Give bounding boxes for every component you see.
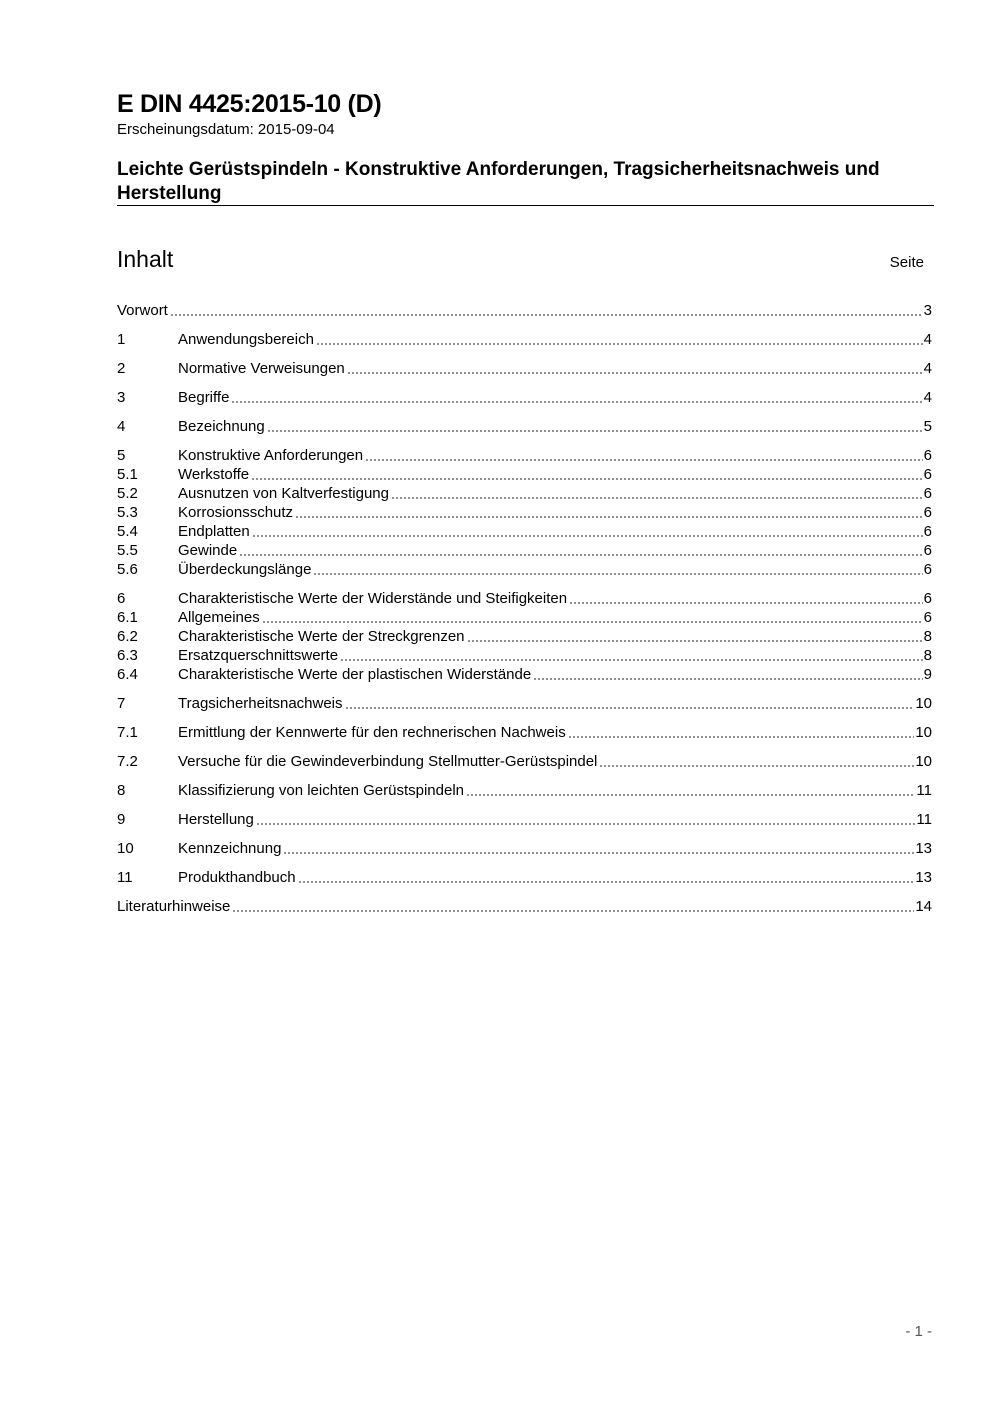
toc-entry-label: Gewinde [178,542,238,559]
toc-dot-leader [256,823,916,825]
toc-dot-leader [295,516,923,518]
toc-dot-leader [262,621,923,623]
toc-entry[interactable] [117,465,932,484]
toc-entry[interactable] [117,330,932,349]
toc-entry-page: 4 [923,331,932,348]
toc-dot-leader [170,314,923,316]
toc-entry-page: 11 [916,782,932,799]
toc-entry-page: 6 [923,542,932,559]
toc-heading: Inhalt [117,246,174,272]
toc-entry-label: Kennzeichnung [178,840,282,857]
toc-entry[interactable] [117,417,932,436]
toc-entry[interactable] [117,484,932,503]
toc-entry-label: Endplatten [178,523,250,540]
toc-dot-leader [267,430,923,432]
toc-entry[interactable] [117,781,932,800]
toc-entry-label: Produkthandbuch [178,869,296,886]
toc-entry-label: Allgemeines [178,609,260,626]
toc-entry-number: 5 [117,447,126,464]
toc-entry-page: 9 [923,666,932,683]
toc-entry[interactable] [117,301,932,320]
toc-entry[interactable] [117,868,932,887]
toc-entry-page: 13 [915,840,932,857]
toc-entry-number: 5.2 [117,485,138,502]
toc-entry-page: 10 [915,695,932,712]
toc-entry-label: Charakteristische Werte der Streckgrenzen [178,628,465,645]
toc-entry-page: 5 [923,418,932,435]
toc-entry-label: Ersatzquerschnittswerte [178,647,339,664]
toc-entry-number: 5.4 [117,523,138,540]
toc-entry-page: 14 [915,898,932,915]
toc-entry-page: 4 [923,360,932,377]
toc-entry-number: 3 [117,389,126,406]
toc-dot-leader [239,554,922,556]
toc-entry-number: 7 [117,695,126,712]
toc-entry[interactable] [117,446,932,465]
toc-entry-number: 4 [117,418,126,435]
toc-entry-page: 6 [923,504,932,521]
toc-entry-number: 6 [117,590,126,607]
toc-entry-number: 5.1 [117,466,138,483]
toc-entry-page: 6 [923,466,932,483]
table-of-contents [117,301,932,916]
toc-entry-page: 13 [915,869,932,886]
toc-entry-page: 6 [923,590,932,607]
toc-entry[interactable] [117,627,932,646]
toc-entry-label: Klassifizierung von leichten Gerüstspindeln [178,782,464,799]
toc-dot-leader [466,794,915,796]
toc-entry-label: Begriffe [178,389,230,406]
toc-entry-number: 5.6 [117,561,138,578]
toc-dot-leader [316,343,923,345]
toc-dot-leader [232,910,914,912]
toc-entry[interactable] [117,503,932,522]
toc-entry[interactable] [117,608,932,627]
toc-dot-leader [533,678,922,680]
toc-entry-number: 1 [117,331,126,348]
toc-dot-leader [345,707,915,709]
document-title: Leichte Gerüstspindeln - Konstruktive Anforderungen, Tragsicherheitsnachweis und Herstellung [117,159,880,204]
publication-date: Erscheinungsdatum: 2015-09-04 [117,121,335,138]
toc-dot-leader [391,497,923,499]
toc-entry-number: 6.4 [117,666,138,683]
toc-entry[interactable] [117,752,932,771]
toc-entry-page: 3 [923,302,932,319]
toc-entry-page: 4 [923,389,932,406]
toc-entry-label: Vorwort [117,302,168,319]
toc-entry-label: Tragsicherheitsnachweis [178,695,343,712]
toc-entry-label: Überdeckungslänge [178,561,312,578]
toc-entry-label: Charakteristische Werte der Widerstände und Steifigkeiten [178,590,568,607]
toc-entry-label: Literaturhinweise [117,898,231,915]
toc-entry-number: 6.3 [117,647,138,664]
toc-entry[interactable] [117,723,932,742]
toc-entry-label: Normative Verweisungen [178,360,345,377]
toc-entry-number: 9 [117,811,126,828]
toc-dot-leader [340,659,923,661]
toc-entry[interactable] [117,646,932,665]
toc-entry-label: Konstruktive Anforderungen [178,447,364,464]
toc-dot-leader [283,852,914,854]
toc-dot-leader [313,573,922,575]
toc-dot-leader [298,881,915,883]
toc-entry-number: 11 [117,869,133,886]
toc-entry[interactable] [117,522,932,541]
page-number: - 1 - [905,1323,932,1340]
toc-entry-label: Versuche für die Gewindeverbindung Stellmutter-Gerüstspindel [178,753,598,770]
toc-dot-leader [231,401,922,403]
toc-entry-number: 5.5 [117,542,138,559]
toc-entry-label: Herstellung [178,811,254,828]
toc-entry-label: Charakteristische Werte der plastischen Widerstände [178,666,532,683]
toc-entry-number: 6.2 [117,628,138,645]
toc-entry[interactable] [117,839,932,858]
toc-page-column-heading: Seite [889,254,924,271]
toc-entry[interactable] [117,388,932,407]
toc-dot-leader [347,372,923,374]
toc-dot-leader [569,602,923,604]
toc-entry[interactable] [117,897,932,916]
toc-dot-leader [568,736,915,738]
toc-dot-leader [252,535,923,537]
toc-entry[interactable] [117,665,932,684]
toc-entry[interactable] [117,694,932,713]
title-divider [117,205,934,206]
toc-entry[interactable] [117,541,932,560]
toc-entry[interactable] [117,810,932,829]
toc-entry-label: Korrosionsschutz [178,504,294,521]
toc-entry-number: 10 [117,840,134,857]
toc-entry-page: 6 [923,609,932,626]
toc-entry-number: 7.2 [117,753,138,770]
toc-entry-label: Ausnutzen von Kaltverfestigung [178,485,389,502]
toc-entry-number: 2 [117,360,126,377]
toc-entry[interactable] [117,560,932,579]
toc-entry-label: Anwendungsbereich [178,331,314,348]
toc-entry-label: Bezeichnung [178,418,265,435]
toc-entry-page: 6 [923,485,932,502]
toc-entry-page: 11 [916,811,932,828]
toc-entry-number: 6.1 [117,609,138,626]
toc-entry-number: 5.3 [117,504,138,521]
toc-entry[interactable] [117,589,932,608]
toc-entry[interactable] [117,359,932,378]
toc-dot-leader [251,478,923,480]
toc-entry-page: 6 [923,447,932,464]
toc-dot-leader [599,765,914,767]
document-id: E DIN 4425:2015-10 (D) [117,90,382,118]
toc-dot-leader [365,459,923,461]
toc-entry-number: 8 [117,782,126,799]
toc-entry-label: Werkstoffe [178,466,250,483]
toc-entry-page: 6 [923,561,932,578]
toc-entry-label: Ermittlung der Kennwerte für den rechnerischen Nachweis [178,724,566,741]
toc-entry-page: 8 [923,647,932,664]
toc-dot-leader [467,640,923,642]
toc-entry-page: 10 [915,724,932,741]
toc-entry-number: 7.1 [117,724,138,741]
toc-entry-page: 8 [923,628,932,645]
toc-entry-page: 6 [923,523,932,540]
toc-entry-page: 10 [915,753,932,770]
